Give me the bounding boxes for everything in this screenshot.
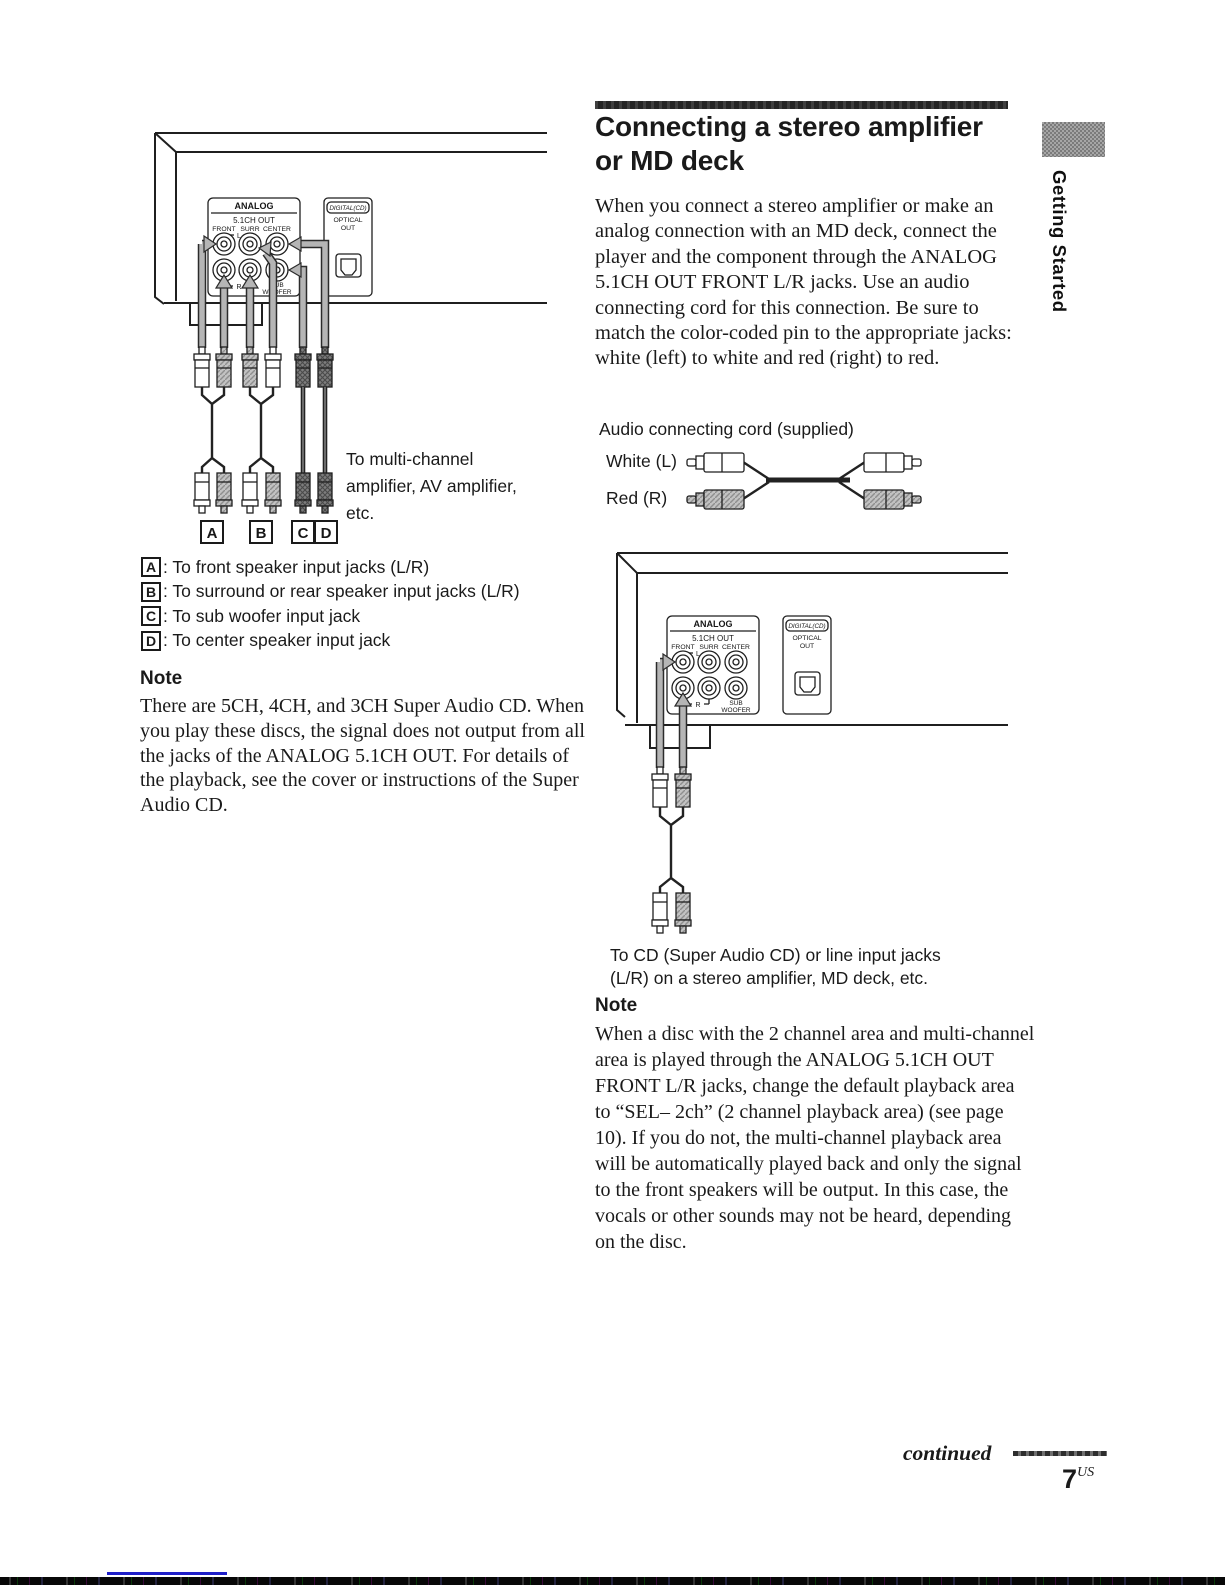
right-note-heading: Note: [595, 995, 638, 1016]
right-channel-label2: R: [695, 702, 701, 709]
analog-label: ANALOG: [234, 201, 274, 211]
diagram1-caption-line2: amplifier, AV amplifier,: [346, 476, 517, 496]
tag-d: D: [320, 525, 332, 542]
section-title: [595, 110, 1035, 178]
section-title-line2: or MD deck: [595, 145, 744, 176]
legend-item-b: [141, 580, 621, 605]
audio-cord-diagram: [595, 443, 1035, 525]
cable-cords: [202, 387, 325, 473]
legend-text-d: : To center speaker input jack: [163, 630, 391, 651]
continued-label: continued: [903, 1441, 992, 1465]
sub-label: SUB: [270, 282, 284, 289]
legend-text-a: : To front speaker input jacks (L/R): [163, 556, 430, 577]
diagram2-caption-line1: To CD (Super Audio CD) or line input jacks: [610, 945, 941, 965]
surr-label: SURR: [240, 226, 260, 233]
sub-label2: SUB: [729, 700, 743, 707]
section-tab-label: Getting Started: [1049, 170, 1070, 313]
optical-out-label2: OUT: [799, 643, 815, 650]
optical-out-label: OUT: [340, 225, 356, 232]
optical-port-icon2: [795, 672, 820, 695]
cable-tags: [201, 521, 337, 543]
ch-out-label: 5.1CH OUT: [233, 216, 275, 225]
right-note-body: When a disc with the 2 channel area and multi-channel area is played through the ANALOG 5.1CH OUT FRONT L/R jacks, change the default playback area to “SEL– 2ch” (2 channel playback area) (see page 10). If you do not, the multi-channel playback area will be automatically played back and only the signal to the front speakers will be output. In this case, the vocals or other sounds may not be heard, depending on the disc.: [595, 1023, 1035, 1253]
section-title-rule: [595, 101, 1008, 109]
cord-title: Audio connecting cord (supplied): [599, 419, 854, 439]
legend-item-a: [141, 555, 621, 580]
left-channel-label2: L: [696, 651, 700, 658]
analog-label2: ANALOG: [693, 619, 733, 629]
scan-artifact-line: [107, 1572, 227, 1575]
optical-label: OPTICAL: [333, 217, 363, 224]
diagram2-caption-line2: (L/R) on a stereo amplifier, MD deck, etc.: [610, 968, 929, 988]
lower-plug-row: [194, 473, 333, 513]
optical-label2: OPTICAL: [792, 635, 822, 642]
front-label2: FRONT: [671, 644, 695, 651]
legend-item-d: [141, 629, 621, 654]
diagram1-caption-line3: etc.: [346, 503, 375, 523]
center-label2: CENTER: [722, 644, 750, 651]
tag-a: A: [206, 525, 218, 542]
woofer-label2: WOOFER: [721, 707, 751, 714]
page-number: [1062, 1464, 1094, 1495]
left-note-heading: Note: [140, 668, 183, 689]
tag-c: C: [297, 525, 309, 542]
legend-item-c: [141, 604, 621, 629]
tag-b: B: [255, 525, 267, 542]
section-title-line1: Connecting a stereo amplifier: [595, 111, 983, 142]
digital-label: DIGITAL(CD): [329, 205, 367, 212]
front-label: FRONT: [212, 226, 236, 233]
digital-optical-panel: [324, 198, 372, 296]
right-channel-label: R: [236, 284, 242, 291]
digital-label2: DIGITAL(CD): [788, 623, 826, 630]
cable-legend: [141, 555, 621, 653]
diagram1-caption-line1: To multi-channel: [346, 449, 474, 469]
center-label: CENTER: [263, 226, 291, 233]
legend-tag-d: D: [141, 631, 161, 651]
legend-tag-c: C: [141, 606, 161, 626]
ch-out-label2: 5.1CH OUT: [692, 634, 734, 643]
left-note-body: There are 5CH, 4CH, and 3CH Super Audio CD. When you play these discs, the signal does not output from all the jacks of the ANALOG 5.1CH OUT. For details of the playback, see the cover or instructions of the Super Audio CD.: [140, 695, 585, 817]
diagram2-caption: [610, 944, 990, 990]
lower-plug-pair: [652, 893, 691, 933]
scan-artifact-strip: [0, 1577, 1225, 1585]
legend-text-b: : To surround or rear speaker input jacks (L/R): [163, 581, 520, 602]
upper-plug-row: [194, 347, 333, 387]
page-number-suffix: US: [1077, 1465, 1095, 1480]
cord-white-label: White (L): [606, 451, 677, 471]
continued-rule: [1013, 1451, 1107, 1456]
digital-optical-panel2: [783, 616, 831, 714]
diagram1-caption: [346, 446, 546, 527]
rca-jacks2: [672, 651, 747, 699]
cord-red-label: Red (R): [606, 488, 668, 508]
stereo-cord: [660, 807, 683, 893]
page-number-value: 7: [1062, 1464, 1078, 1494]
left-channel-label: L: [237, 233, 241, 240]
legend-tag-b: B: [141, 582, 161, 602]
surr-label2: SURR: [699, 644, 719, 651]
legend-text-c: : To sub woofer input jack: [163, 605, 361, 626]
woofer-label: WOOFER: [262, 289, 292, 296]
intro-paragraph: When you connect a stereo amplifier or make an analog connection with an MD deck, connect the player and the component through the ANALOG 5.1CH OUT FRONT L/R jacks. Use an audio connecting cord for this connection. Be sure to match the color-coded pin to the appropriate jacks: white (left) to white and red (right) to red.: [595, 195, 1012, 370]
optical-port-icon: [336, 254, 361, 277]
stereo-hookup-diagram: [595, 540, 1015, 950]
legend-tag-a: A: [141, 557, 161, 577]
upper-plug-pair: [652, 767, 691, 807]
section-tab-marker: [1042, 122, 1105, 157]
